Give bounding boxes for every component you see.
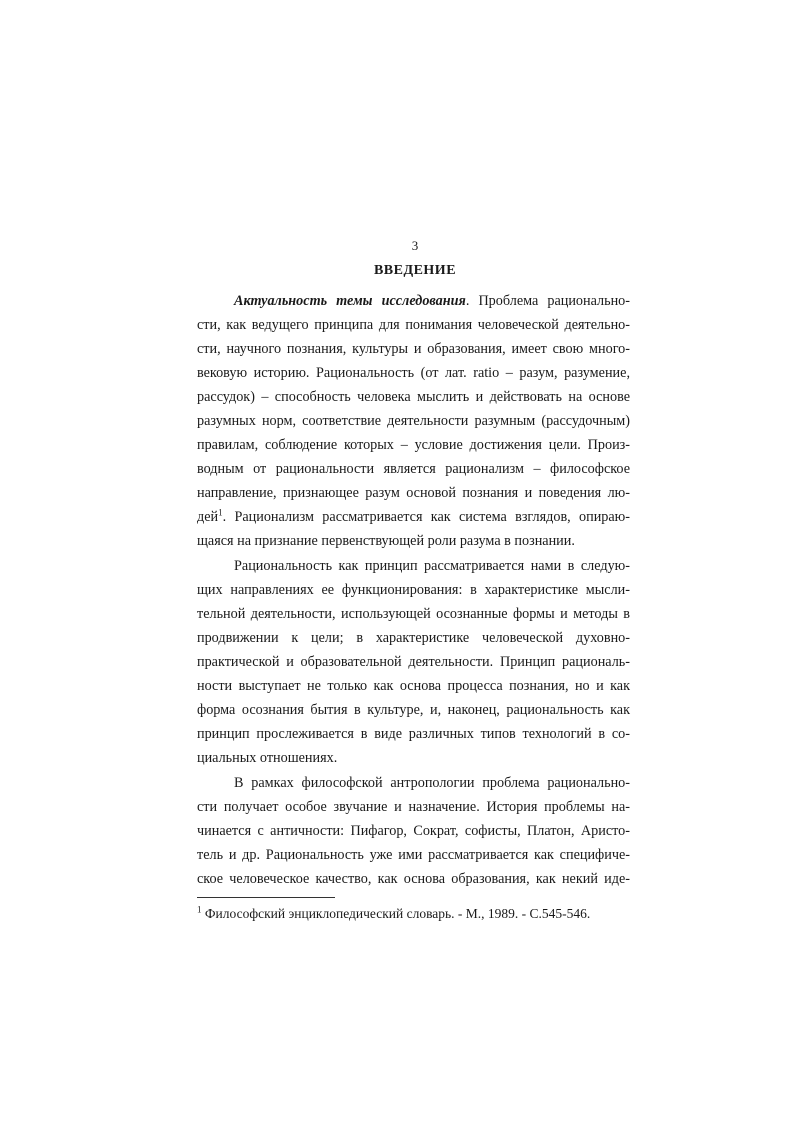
text-line: правилам, соблюдение которых – условие достижения цели. Произ- (197, 437, 630, 453)
text-line: вековую историю. Рациональность (от лат. ratio – разум, разумение, (197, 365, 630, 381)
text-line: циальных отношениях. (197, 750, 338, 766)
text-line: сти, как ведущего принципа для понимания человеческой деятельно- (197, 317, 630, 333)
footnote-text: Философский энциклопедический словарь. - М., 1989. - С.545-546. (204, 906, 591, 921)
text-line: щих направлениях ее функционирования: в характеристике мысли- (197, 582, 630, 598)
footnote-divider (197, 897, 335, 898)
paragraph-1-lead-rest: . Проблема рациональнo- (465, 293, 630, 309)
footnote-reference: 1 (218, 507, 223, 518)
text-line: ское человеческое качество, как основа образования, как некий иде- (197, 871, 630, 887)
text-line: тельной деятельности, использующей осознанные формы и методы в (197, 606, 630, 622)
page-number: 3 (411, 238, 419, 253)
text-line: сти получает особое звучание и назначение. История проблемы на- (197, 799, 630, 815)
text-line: щаяся на признание первенствующей роли разума в познании. (197, 533, 575, 549)
text-line: направление, признающее разум основой познания и поведения лю- (197, 485, 630, 501)
text-line: сти, научного познания, культуры и образования, имеет свою много- (197, 341, 630, 357)
text-line: водным от рациональности является рационализм – философское (197, 461, 630, 477)
footnote (197, 906, 590, 922)
text-line: ности выступает не только как основа процесса познания, но и как (197, 678, 630, 694)
text-line: принцип прослеживается в виде различных типов технологий в со- (197, 726, 630, 742)
text-line-with-footnote (197, 508, 630, 526)
footnote-line-start: дей (197, 509, 219, 525)
paragraph-2-line-1: Рациональность как принцип рассматривается нами в следую- (234, 558, 630, 574)
text-line: форма осознания бытия в культуре, и, наконец, рациональность как (197, 702, 630, 718)
text-line: продвижении к цели; в характеристике человеческой духовно- (197, 630, 630, 646)
text-line: тель и др. Рациональность уже ими рассматривается как специфиче- (197, 847, 630, 863)
text-line: рассудок) – способность человека мыслить и действовать на основе (197, 389, 630, 405)
text-line: чинается с античности: Пифагор, Сократ, софисты, Платон, Аристо- (197, 823, 630, 839)
footnote-line-rest: . Рационализм рассматривается как система взглядов, опираю- (222, 509, 630, 525)
text-line: разумных норм, соответствие деятельности разумным (рассудочным) (197, 413, 630, 429)
footnote-marker: 1 (197, 904, 202, 915)
paragraph-1-line-1 (234, 292, 630, 310)
section-heading: ВВЕДЕНИЕ (373, 263, 457, 278)
paragraph-3-line-1: В рамках философской антропологии проблема рациональнo- (234, 775, 630, 791)
text-line: практической и образовательной деятельности. Принцип рациональ- (197, 654, 630, 670)
topic-relevance-emphasis: Актуальность темы исследования (234, 293, 466, 309)
